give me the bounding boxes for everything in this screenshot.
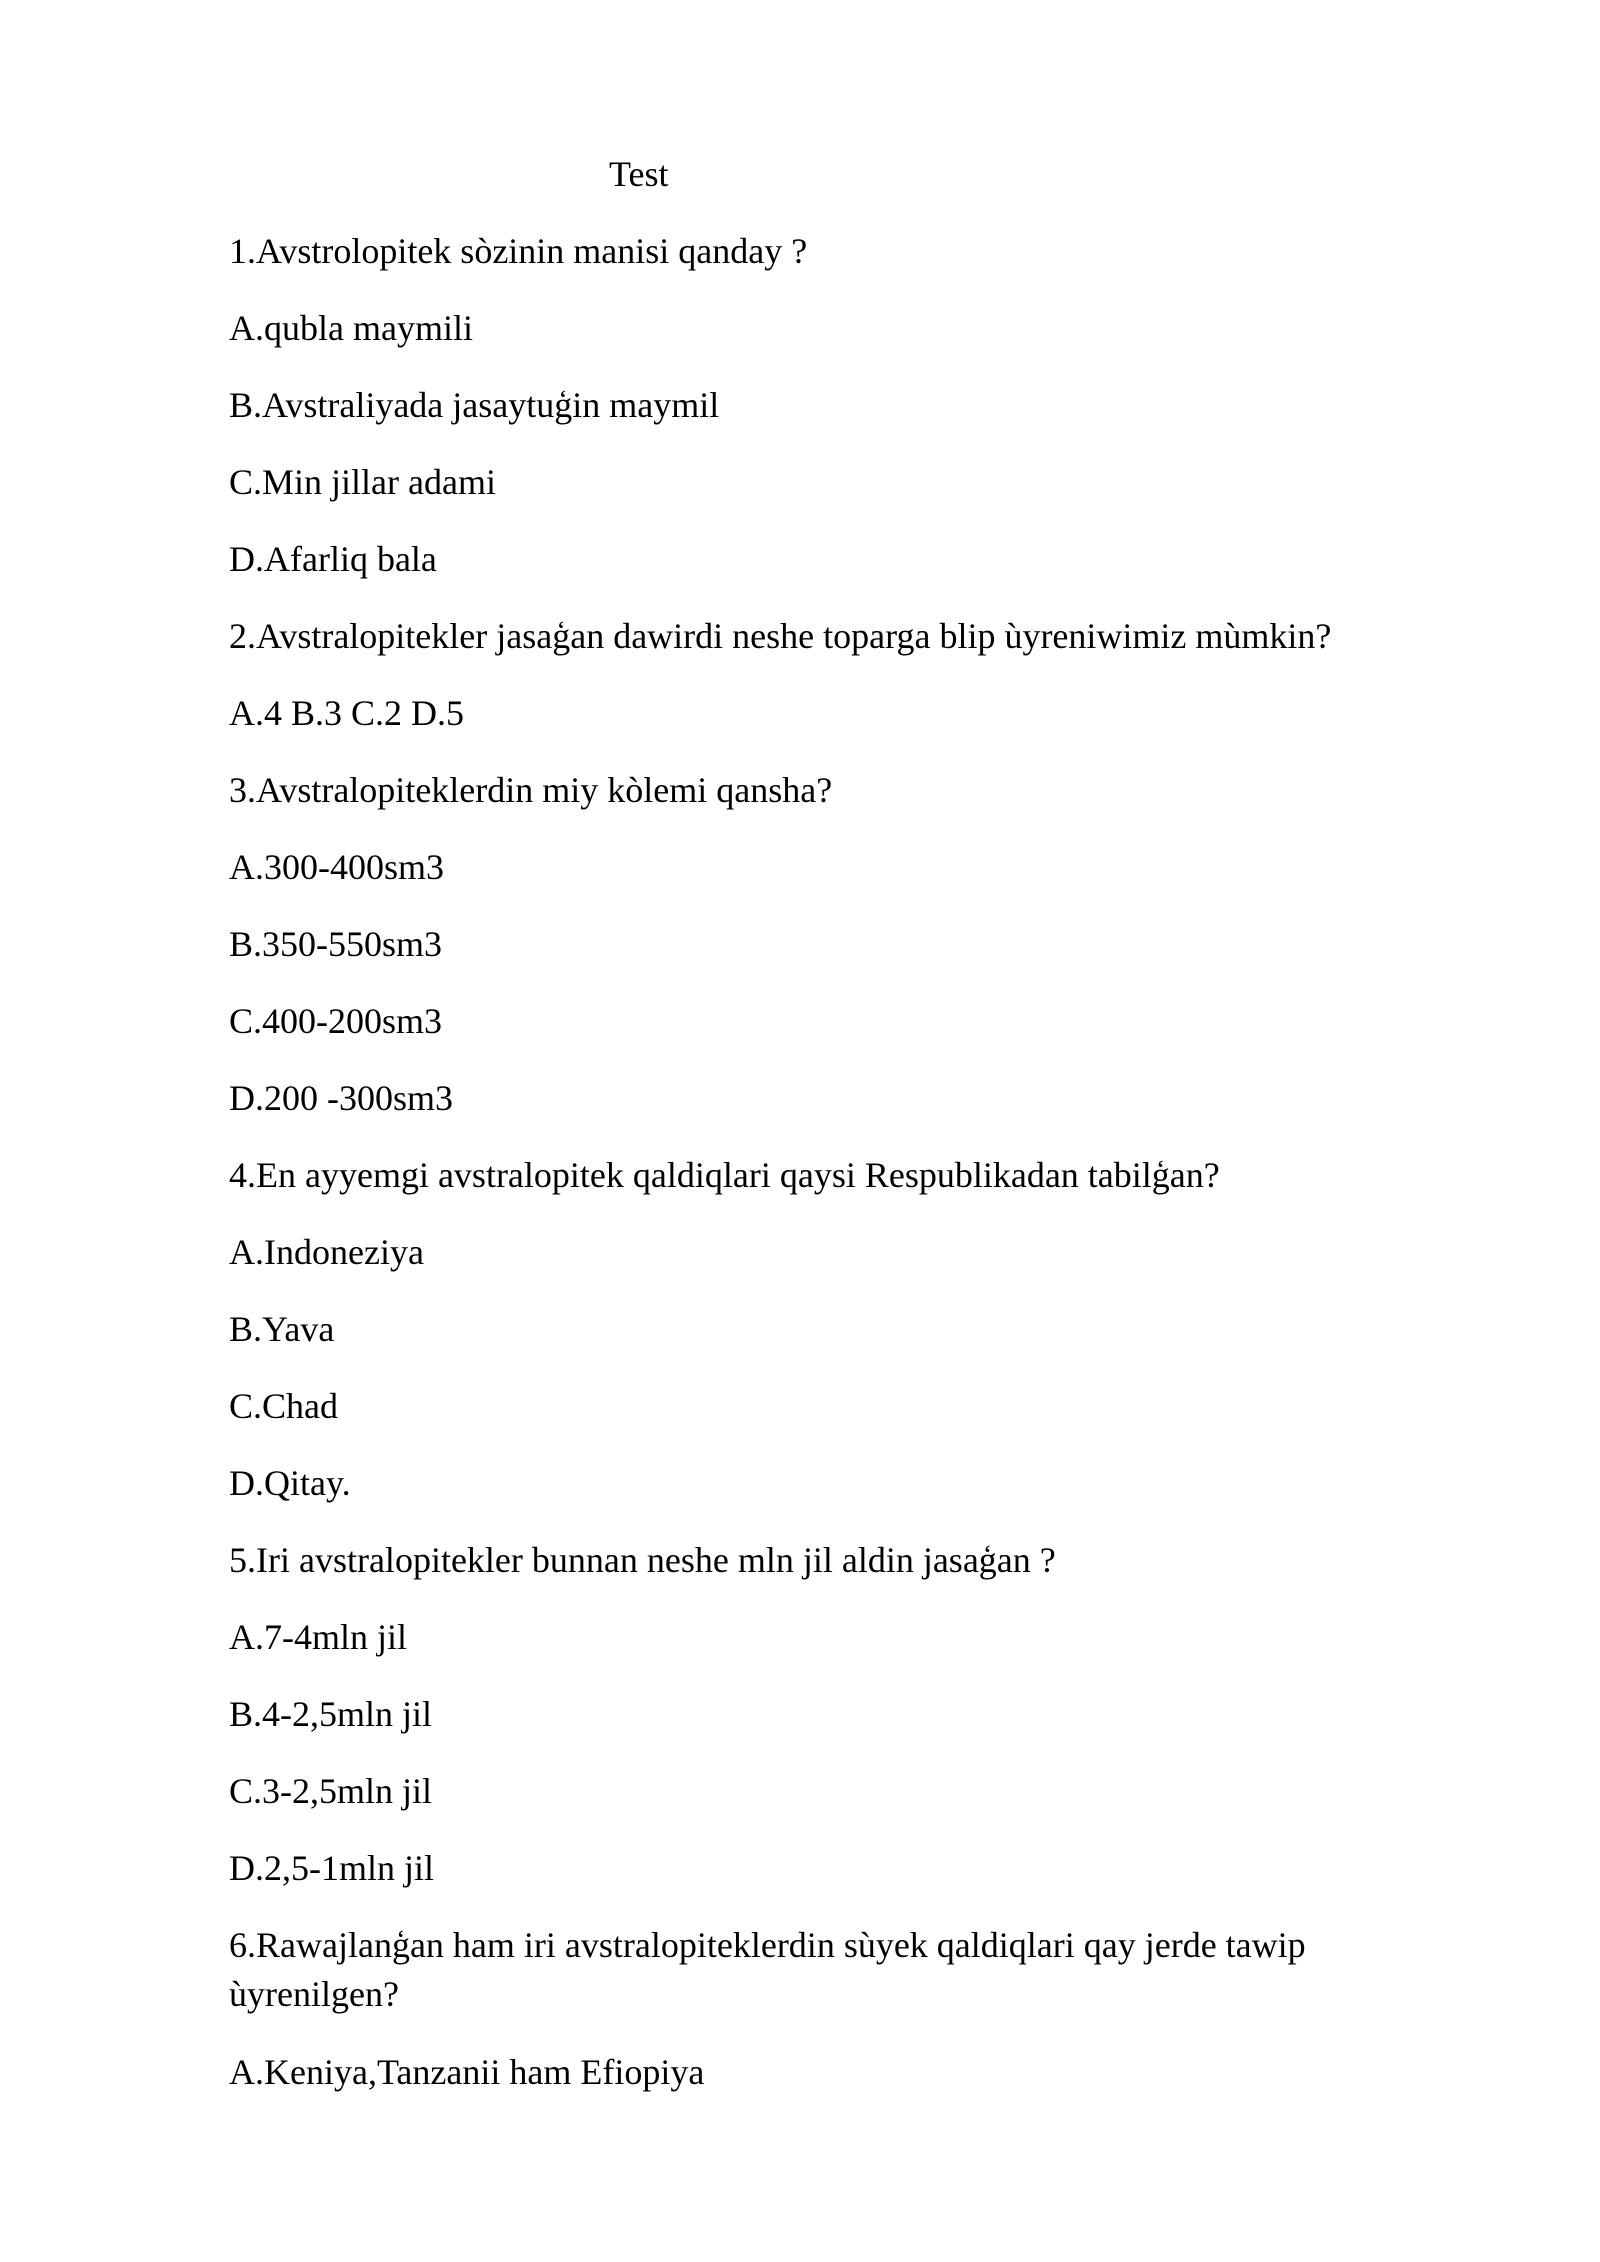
question-1-option-c: C.Min jillar adami <box>229 462 496 502</box>
question-5: 5.Iri avstralopitekler bunnan neshe mln jil aldin jasaģan ? <box>229 1540 1056 1580</box>
question-5-option-c: C.3-2,5mln jil <box>229 1771 433 1811</box>
question-3-option-d: D.200 -300sm3 <box>229 1078 453 1118</box>
question-3: 3.Avstralopiteklerdin miy kòlemi qansha? <box>229 770 833 810</box>
document-title: Test <box>609 154 669 194</box>
question-3-option-b: B.350-550sm3 <box>229 924 443 964</box>
question-4-option-d: D.Qitay. <box>229 1463 351 1503</box>
question-5-option-d: D.2,5-1mln jil <box>229 1848 434 1888</box>
question-4-option-b: B.Yava <box>229 1309 335 1349</box>
question-3-option-c: C.400-200sm3 <box>229 1001 443 1041</box>
question-2-options: A.4 B.3 C.2 D.5 <box>229 693 465 733</box>
question-1-option-d: D.Afarliq bala <box>229 539 437 579</box>
question-4: 4.En ayyemgi avstralopitek qaldiqlari qaysi Respublikadan tabilģan? <box>229 1155 1220 1195</box>
question-5-option-a: A.7-4mln jil <box>229 1617 407 1657</box>
question-5-option-b: B.4-2,5mln jil <box>229 1694 433 1734</box>
question-4-option-a: A.Indoneziya <box>229 1232 424 1272</box>
question-4-option-c: C.Chad <box>229 1386 339 1426</box>
question-1: 1.Avstrolopitek sòzinin manisi qanday ? <box>229 231 808 271</box>
question-6: 6.Rawajlanģan ham iri avstralopiteklerdin sùyek qaldiqlari qay jerde tawip ùyrenilgen? <box>229 1925 1306 2014</box>
question-1-option-a: A.qubla maymili <box>229 308 473 348</box>
question-3-option-a: A.300-400sm3 <box>229 847 444 887</box>
question-1-option-b: B.Avstraliyada jasaytuģin maymil <box>229 385 720 425</box>
question-6-option-a: A.Keniya,Tanzanii ham Efiopiya <box>229 2052 705 2092</box>
question-list <box>229 227 1409 2125</box>
question-2: 2.Avstralopitekler jasaģan dawirdi neshe toparga blip ùyreniwimiz mùmkin? <box>229 616 1332 656</box>
